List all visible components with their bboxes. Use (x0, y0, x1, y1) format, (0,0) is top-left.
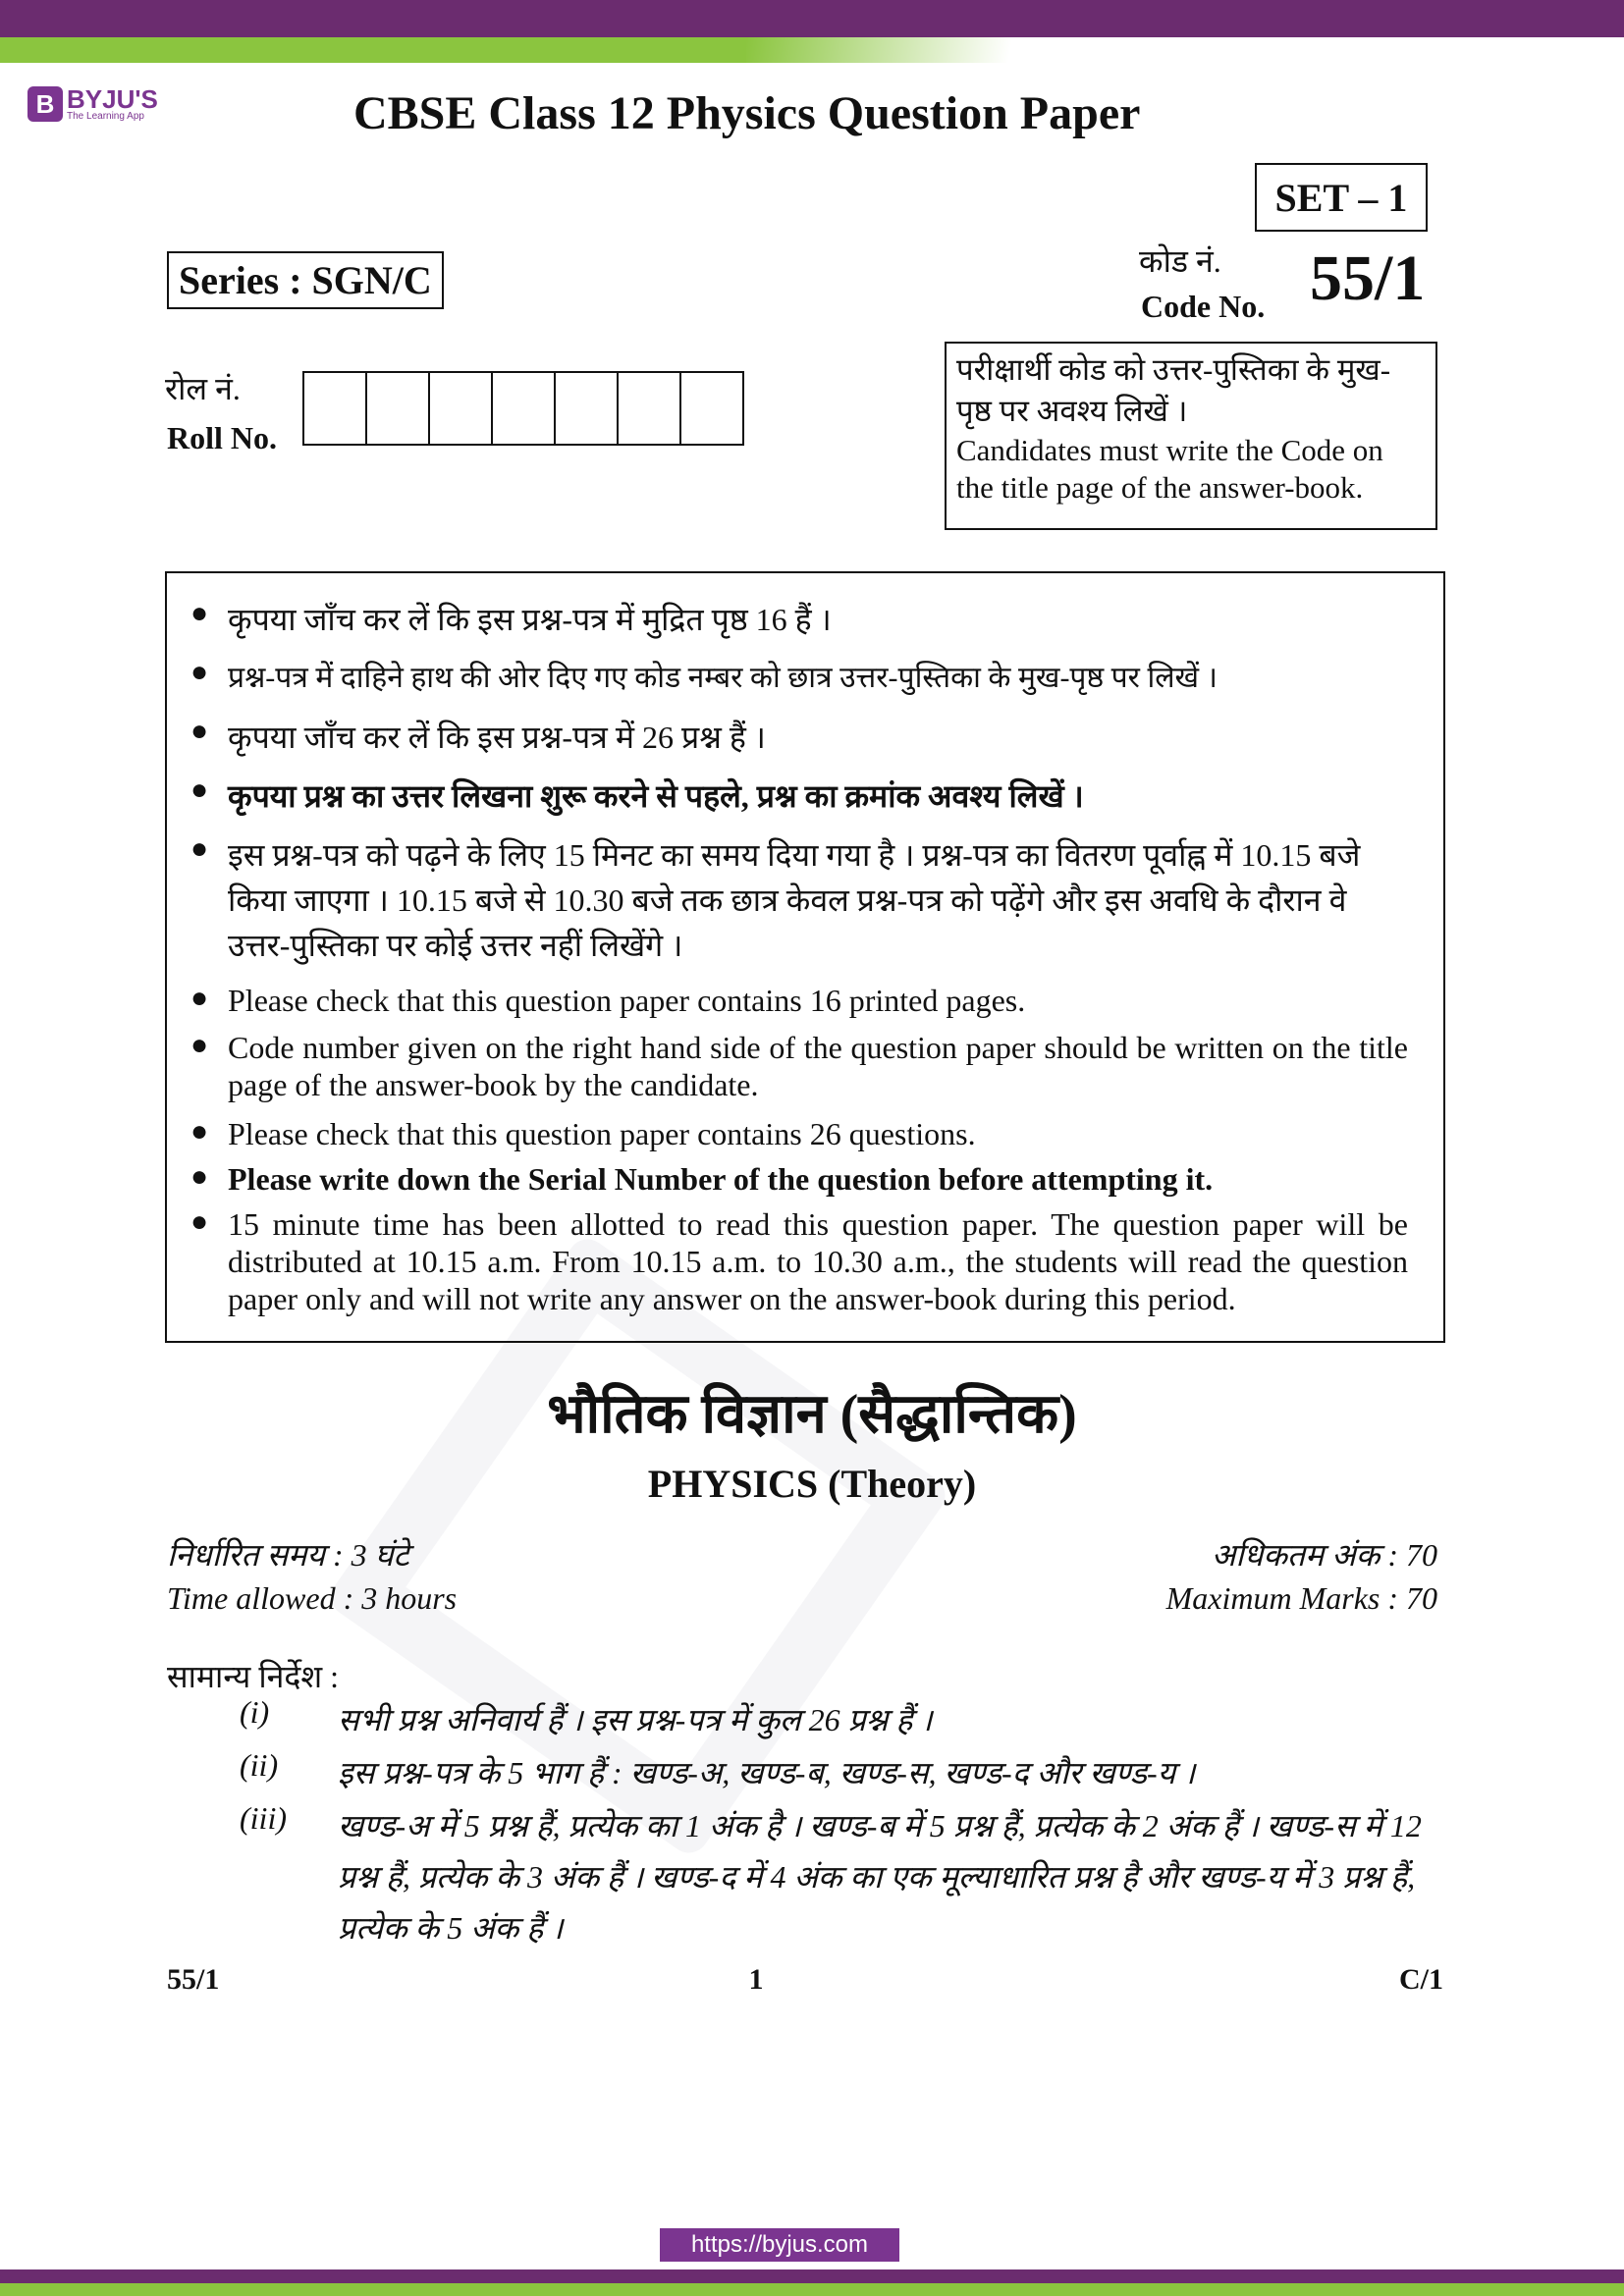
subject-title-english: PHYSICS (Theory) (647, 1462, 977, 1506)
instruction-en-4: ● Please write down the Serial Number of the question before attempting it. (190, 1160, 1214, 1197)
page-number: 1 (748, 1963, 764, 1996)
instruction-hi-3: ● कृपया जाँच कर लें कि इस प्रश्न-पत्र में 26 प्रश्न हैं । (190, 715, 1408, 760)
instruction-en-1: ● Please check that this question paper contains 16 printed pages. (190, 982, 1026, 1018)
logo-tagline: The Learning App (67, 111, 144, 122)
roll-digit-box[interactable] (681, 373, 742, 444)
time-allowed-english: Time allowed : 3 hours (167, 1580, 458, 1616)
footer-code: 55/1 (167, 1963, 220, 1996)
instruction-en-3: ● Please check that this question paper contains 26 questions. (190, 1115, 976, 1151)
max-marks-hindi: अधिकतम अंक : 70 (1211, 1537, 1437, 1573)
candidate-note-box (945, 342, 1437, 530)
roll-digit-box[interactable] (556, 373, 619, 444)
bullet-icon: ● (190, 597, 209, 629)
code-number: 55/1 (1310, 242, 1426, 314)
roll-label-hindi: रोल नं. (165, 371, 241, 406)
logo-mark-icon: B (27, 86, 63, 122)
logo-name: BYJU'S (67, 84, 158, 114)
bullet-icon: ● (190, 1160, 209, 1193)
roll-label-english: Roll No. (167, 420, 277, 455)
general-instruction-2: (ii) इस प्रश्न-पत्र के 5 भाग हैं : खण्ड-अ, खण्ड-ब, खण्ड-स, खण्ड-द और खण्ड-य । (240, 1747, 1196, 1790)
roll-digit-box[interactable] (430, 373, 493, 444)
instruction-hi-2: ● प्रश्न-पत्र में दाहिने हाथ की ओर दिए गए कोड नम्बर को छात्र उत्तर-पुस्तिका के मुख-पृष्ठ पर लिखें । (190, 656, 1408, 701)
top-purple-band (0, 0, 1624, 37)
bullet-icon: ● (190, 1115, 209, 1148)
bullet-icon: ● (190, 832, 209, 865)
max-marks-english: Maximum Marks : 70 (1165, 1580, 1437, 1616)
instruction-hi-5: ● इस प्रश्न-पत्र को पढ़ने के लिए 15 मिनट का समय दिया गया है । प्रश्न-पत्र का वितरण पूर्वाह्न में 10.15 बजे किया जाएगा । 10.15 बजे से 10.30 बजे तक छात्र केवल प्रश्न-पत्र को पढ़ेंगे और इस अवधि के दौरान वे उत्तर-पुस्तिका पर कोई उत्तर नहीं लिखेंगे । (190, 832, 1408, 968)
set-label: SET – 1 (1255, 163, 1428, 232)
bullet-icon: ● (190, 1205, 209, 1238)
bullet-icon: ● (190, 1029, 209, 1061)
roll-digit-box[interactable] (619, 373, 681, 444)
bullet-icon: ● (190, 982, 209, 1014)
instruction-en-2: ● Code number given on the right hand side of the question paper should be written on the title page of the answer-book by the candidate. (190, 1029, 1408, 1102)
roll-digit-box[interactable] (367, 373, 430, 444)
general-instruction-1: (i) सभी प्रश्न अनिवार्य हैं । इस प्रश्न-पत्र में कुल 26 प्रश्न हैं । (240, 1694, 933, 1737)
general-instructions-heading: सामान्य निर्देश : (167, 1659, 340, 1694)
roll-number-boxes[interactable] (302, 371, 744, 446)
subject-title-hindi: भौतिक विज्ञान (सैद्धान्तिक) (547, 1384, 1077, 1445)
bullet-icon: ● (190, 715, 209, 747)
footer-copy-code: C/1 (1399, 1963, 1443, 1996)
time-allowed-hindi: निर्धारित समय : 3 घंटे (167, 1537, 409, 1573)
instructions-box (165, 571, 1445, 1343)
roll-digit-box[interactable] (304, 373, 367, 444)
candidate-note-hindi-2: पृष्ठ पर अवश्य लिखें । (956, 394, 1188, 428)
bullet-icon: ● (190, 774, 209, 806)
candidate-note-hindi-1: परीक्षार्थी कोड को उत्तर-पुस्तिका के मुख- (956, 352, 1391, 387)
code-label-hindi: कोड नं. (1139, 243, 1221, 279)
code-label-english: Code No. (1141, 289, 1266, 324)
instruction-en-5: ● 15 minute time has been allotted to read this question paper. The question paper will be distributed at 10.15 a.m. From 10.15 a.m. to 10.30 a.m., the students will read the question paper only and will not write any answer on the answer-book during this period. (190, 1205, 1408, 1316)
candidate-note-english: Candidates must write the Code on the title page of the answer-book. (956, 433, 1383, 505)
bottom-green-band (0, 2283, 1624, 2296)
instruction-hi-4: ● कृपया प्रश्न का उत्तर लिखना शुरू करने से पहले, प्रश्न का क्रमांक अवश्य लिखें । (190, 774, 1408, 819)
top-band-fade (746, 37, 1624, 63)
general-instruction-3: (iii) खण्ड-अ में 5 प्रश्न हैं, प्रत्येक का 1 अंक है । खण्ड-ब में 5 प्रश्न हैं, प्रत्येक के 2 अंक हैं । खण्ड-स में 12 प्रश्न हैं, प्रत्येक के 3 अंक हैं । खण्ड-द में 4 अंक का एक मूल्याधारित प्रश्न है और खण्ड-य में 3 प्रश्न हैं, प्रत्येक के 5 अंक हैं । (240, 1800, 1422, 1946)
bullet-icon: ● (190, 656, 209, 688)
byjus-logo[interactable] (27, 86, 158, 122)
roll-digit-box[interactable] (493, 373, 556, 444)
series-label: Series : SGN/C (167, 251, 444, 309)
bottom-purple-band (0, 2269, 1624, 2283)
page-title: CBSE Class 12 Physics Question Paper (353, 87, 1141, 139)
site-url-link[interactable]: https://byjus.com (660, 2228, 899, 2262)
instruction-hi-1: ● कृपया जाँच कर लें कि इस प्रश्न-पत्र में मुद्रित पृष्ठ 16 हैं । (190, 597, 1408, 642)
